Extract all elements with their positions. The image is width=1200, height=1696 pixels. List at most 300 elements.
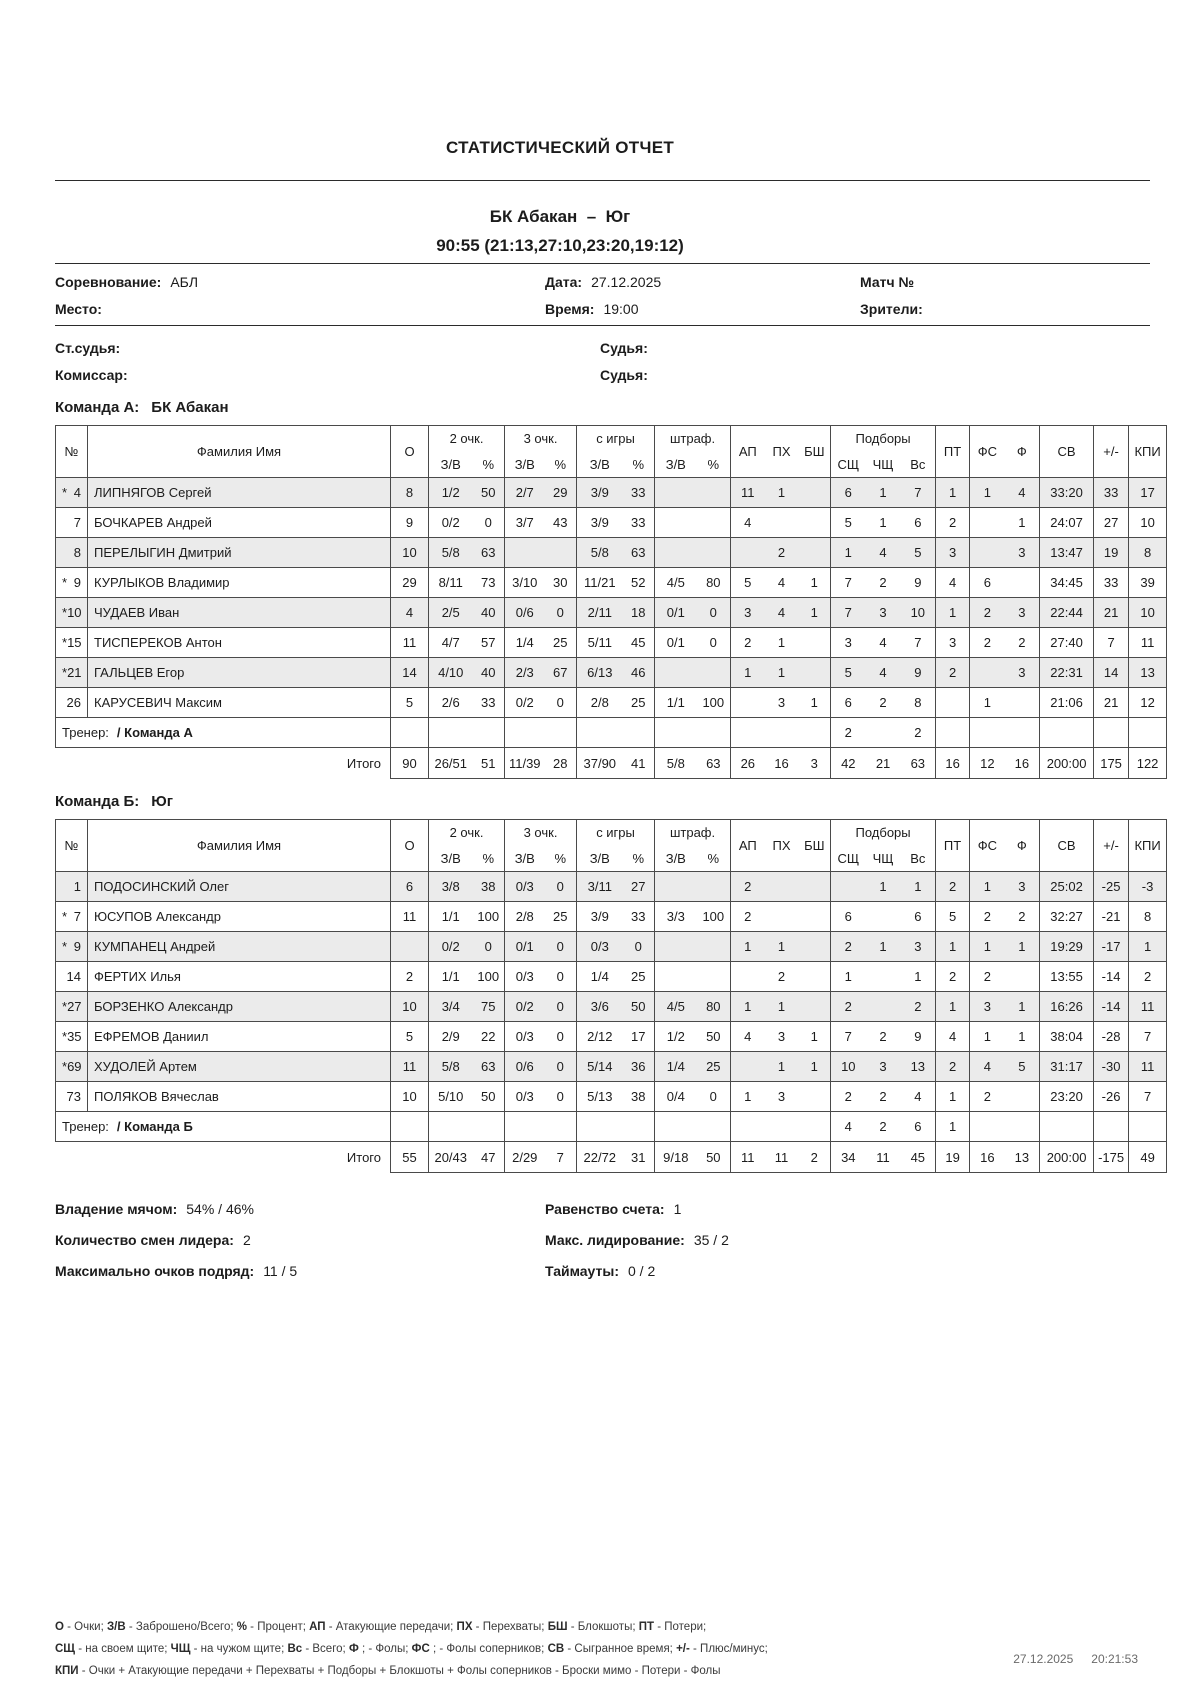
player-number-wrap (58, 1089, 85, 1104)
stat-cell: 1 (799, 1052, 831, 1082)
stat-cell: 25 (545, 628, 577, 658)
stat-cell: 50 (697, 1142, 731, 1173)
stat-cell (1040, 1112, 1094, 1142)
stat-cell: 63 (473, 538, 505, 568)
stat-cell: 21 (1094, 688, 1129, 718)
stat-cell: 11 (1129, 1052, 1167, 1082)
col-number-header: № (56, 820, 88, 872)
spectators-field (860, 301, 1148, 317)
stat-cell: 0 (473, 932, 505, 962)
stat-cell: 16 (970, 1142, 1005, 1173)
subcol-pct-header: % (545, 846, 577, 872)
stat-cell: 2 (901, 718, 936, 748)
stat-cell: 1 (936, 598, 970, 628)
stat-cell: 2/7 (505, 478, 545, 508)
col-ap-header: АП (731, 426, 765, 478)
stat-cell (799, 538, 831, 568)
stat-cell: 21 (1094, 598, 1129, 628)
stat-cell: 24:07 (1040, 508, 1094, 538)
team-b-stats-table (55, 819, 1167, 1173)
stat-cell: 13:55 (1040, 962, 1094, 992)
stat-cell: 1/4 (577, 962, 623, 992)
stat-cell: 1 (1005, 992, 1040, 1022)
stat-cell: 0/1 (655, 628, 697, 658)
player-name-cell: ЮСУПОВ Александр (88, 902, 391, 932)
subcol-pct-header: % (697, 846, 731, 872)
stat-cell: 11 (866, 1142, 901, 1173)
stat-cell: 2 (936, 508, 970, 538)
stat-cell (799, 902, 831, 932)
stat-cell: 1/2 (429, 478, 473, 508)
referee2-field (600, 367, 1148, 383)
stat-cell: 10 (831, 1052, 866, 1082)
date-field (545, 274, 860, 290)
stat-cell: 21:06 (1040, 688, 1094, 718)
date-value: 27.12.2025 (591, 273, 662, 290)
legend-abbr: АП (309, 1621, 326, 1633)
player-name-cell: ПЕРЕЛЫГИН Дмитрий (88, 538, 391, 568)
stat-cell: 52 (623, 568, 655, 598)
stat-cell: 2/29 (505, 1142, 545, 1173)
referee-row (55, 361, 1148, 388)
stat-cell (623, 1112, 655, 1142)
possession-value: 54% / 46% (186, 1200, 254, 1217)
stat-cell (936, 718, 970, 748)
stat-cell (799, 1112, 831, 1142)
legend-text: - Потери; (654, 1621, 707, 1633)
player-number-wrap (58, 575, 85, 590)
stat-cell: -21 (1094, 902, 1129, 932)
stat-cell: 1 (1005, 1022, 1040, 1052)
col-fg-header: с игры (577, 820, 655, 846)
stat-cell: 3/8 (429, 872, 473, 902)
stat-cell: 45 (901, 1142, 936, 1173)
coach-value: / Команда Б (116, 1119, 193, 1134)
referee-row (55, 334, 1148, 361)
stat-cell (731, 1112, 765, 1142)
stat-cell: 22:31 (1040, 658, 1094, 688)
player-number-cell (56, 598, 88, 628)
legend-text: - Блокшоты; (567, 1621, 639, 1633)
stat-cell: 2 (391, 962, 429, 992)
stat-cell: 3/3 (655, 902, 697, 932)
legend-abbr: ПХ (456, 1621, 473, 1633)
player-number-cell (56, 688, 88, 718)
stat-cell: 2 (866, 568, 901, 598)
stat-cell: 2 (1005, 902, 1040, 932)
player-row (56, 658, 1167, 688)
timeouts-value: 0 / 2 (628, 1262, 656, 1279)
stat-cell: 1 (831, 962, 866, 992)
stat-cell: 40 (473, 658, 505, 688)
stat-cell: 3 (1005, 658, 1040, 688)
stat-cell: 11 (391, 902, 429, 932)
stat-cell: 49 (1129, 1142, 1167, 1173)
legend-abbr: КПИ (55, 1665, 79, 1677)
stat-cell: 11 (1129, 628, 1167, 658)
stat-cell: 3 (765, 688, 799, 718)
match-score-line: 90:55 (21:13,27:10,23:20,19:12) (436, 236, 684, 255)
player-number-wrap (58, 909, 85, 924)
stat-cell: 5/8 (655, 748, 697, 779)
stat-cell (1005, 962, 1040, 992)
stat-cell: 0/1 (505, 932, 545, 962)
table-header (56, 426, 1167, 478)
legend-line (55, 1616, 1148, 1638)
stat-cell (1040, 718, 1094, 748)
col-name-header: Фамилия Имя (88, 426, 391, 478)
stat-cell: 0/3 (505, 872, 545, 902)
legend-line (55, 1660, 1148, 1682)
stat-cell: 3/11 (577, 872, 623, 902)
stat-cell: 0 (545, 992, 577, 1022)
stat-cell: 80 (697, 992, 731, 1022)
stat-cell: -25 (1094, 872, 1129, 902)
stat-cell: 1 (765, 1052, 799, 1082)
stat-cell (655, 1112, 697, 1142)
stat-cell (970, 508, 1005, 538)
col-rebounds-header: Подборы (831, 426, 936, 452)
stat-cell: 12 (970, 748, 1005, 779)
player-row (56, 628, 1167, 658)
stat-cell: 2 (1129, 962, 1167, 992)
player-number-wrap (58, 665, 85, 680)
stat-cell: 16 (1005, 748, 1040, 779)
legend-text: ; - Фолы соперников; (429, 1643, 548, 1655)
stat-cell: 3 (901, 932, 936, 962)
stat-cell: 2 (936, 1052, 970, 1082)
stat-cell (765, 902, 799, 932)
stat-cell: 2 (866, 688, 901, 718)
max-lead-field (545, 1232, 1148, 1248)
max-lead-label: Макс. лидирование: (545, 1231, 685, 1248)
stat-cell: 3 (765, 1082, 799, 1112)
stat-cell: 0/6 (505, 1052, 545, 1082)
stat-cell (391, 718, 429, 748)
stat-cell: 30 (545, 568, 577, 598)
stat-cell: 5/8 (429, 1052, 473, 1082)
stat-cell: 2 (799, 1142, 831, 1173)
stat-cell: 1 (936, 1082, 970, 1112)
player-number-wrap (58, 879, 85, 894)
subcol-chq-header: ЧЩ (866, 846, 901, 872)
subcol-sq-header: СЩ (831, 846, 866, 872)
stat-cell (731, 1052, 765, 1082)
stat-cell (655, 718, 697, 748)
stat-cell: 13 (901, 1052, 936, 1082)
player-number: 27 (67, 999, 82, 1014)
stat-cell: 3/9 (577, 508, 623, 538)
stat-cell: 4 (866, 658, 901, 688)
stat-cell: 10 (1129, 508, 1167, 538)
player-name-cell: ХУДОЛЕЙ Артем (88, 1052, 391, 1082)
player-number-cell (56, 1022, 88, 1052)
stat-cell (505, 538, 545, 568)
stat-cell: 1 (866, 508, 901, 538)
stat-cell: 4 (866, 628, 901, 658)
col-3pt-header: 3 очк. (505, 820, 577, 846)
stat-cell: 63 (623, 538, 655, 568)
stat-cell: 2 (831, 1082, 866, 1112)
stat-cell (799, 932, 831, 962)
player-row (56, 1022, 1167, 1052)
stat-cell (697, 478, 731, 508)
stat-cell: 1 (936, 478, 970, 508)
legend-abbr: БШ (547, 1621, 568, 1633)
stat-cell: 67 (545, 658, 577, 688)
lead-changes-label: Количество смен лидера: (55, 1231, 234, 1248)
stat-cell: 8/11 (429, 568, 473, 598)
col-2pt-header: 2 очк. (429, 426, 505, 452)
coach-label: Тренер: (62, 725, 109, 740)
stat-cell: 7 (1129, 1082, 1167, 1112)
stat-cell: 3 (936, 538, 970, 568)
stat-cell: 3/4 (429, 992, 473, 1022)
stat-cell: -17 (1094, 932, 1129, 962)
stat-cell (655, 508, 697, 538)
stat-cell: 1 (799, 598, 831, 628)
stat-cell: 9 (901, 568, 936, 598)
stat-cell (1005, 1082, 1040, 1112)
player-name-cell: ТИСПЕРЕКОВ Антон (88, 628, 391, 658)
stat-cell: 0/4 (655, 1082, 697, 1112)
stat-cell: 42 (831, 748, 866, 779)
summary-row (55, 1193, 1148, 1224)
footer-body (56, 1112, 1167, 1173)
stat-cell: 17 (623, 1022, 655, 1052)
stat-cell: 11 (731, 1142, 765, 1173)
stat-cell: 1 (765, 992, 799, 1022)
stat-cell: 11 (391, 628, 429, 658)
stat-cell: 1 (1005, 508, 1040, 538)
stat-cell: 1 (901, 962, 936, 992)
stat-cell (391, 932, 429, 962)
stat-cell (1094, 1112, 1129, 1142)
stat-cell: 20/43 (429, 1142, 473, 1173)
stat-cell: 37/90 (577, 748, 623, 779)
player-name-cell: ФЕРТИХ Илья (88, 962, 391, 992)
col-bsh-header: БШ (799, 820, 831, 872)
spectators-label: Зрители: (860, 300, 923, 317)
player-name-cell: БОЧКАРЕВ Андрей (88, 508, 391, 538)
stat-cell: 8 (1129, 538, 1167, 568)
footer-timestamp (1013, 1652, 1138, 1666)
col-ft-header: штраф. (655, 426, 731, 452)
player-row (56, 1082, 1167, 1112)
referee2-label: Судья: (600, 366, 648, 383)
match-no-label: Матч № (860, 273, 915, 290)
report-title: СТАТИСТИЧЕСКИЙ ОТЧЕТ (445, 138, 675, 157)
stat-cell: 6 (901, 508, 936, 538)
stat-cell: 16 (765, 748, 799, 779)
stat-cell: 14 (1094, 658, 1129, 688)
player-number-cell (56, 962, 88, 992)
player-number: 9 (73, 939, 81, 954)
stat-cell: 6 (970, 568, 1005, 598)
stat-cell (970, 718, 1005, 748)
player-number: 10 (67, 605, 82, 620)
player-number: 15 (67, 635, 82, 650)
player-number-cell (56, 658, 88, 688)
stat-cell: 1 (731, 658, 765, 688)
stat-cell: 25 (697, 1052, 731, 1082)
stat-cell: 3 (866, 598, 901, 628)
stat-cell: 4 (901, 1082, 936, 1112)
player-row (56, 688, 1167, 718)
stat-cell: 16 (936, 748, 970, 779)
stat-cell: 0/2 (429, 508, 473, 538)
subcol-made-total-header: З/В (577, 846, 623, 872)
player-number-cell (56, 628, 88, 658)
stat-cell: 0/1 (655, 598, 697, 628)
stat-cell (970, 658, 1005, 688)
subcol-made-total-header: З/В (655, 452, 697, 478)
stat-cell: 2 (901, 992, 936, 1022)
totals-label-cell: Итого (56, 748, 391, 779)
stat-cell (429, 1112, 473, 1142)
stat-cell: 7 (1129, 1022, 1167, 1052)
legend-abbr: Вс (287, 1643, 303, 1655)
stat-cell: 90 (391, 748, 429, 779)
stat-cell: 2 (866, 1022, 901, 1052)
stat-cell: 22:44 (1040, 598, 1094, 628)
stat-cell: 4 (731, 1022, 765, 1052)
player-row (56, 872, 1167, 902)
player-row (56, 992, 1167, 1022)
place-field (55, 301, 545, 317)
stat-cell: 0 (697, 598, 731, 628)
stat-cell (697, 508, 731, 538)
stat-cell (473, 718, 505, 748)
possession-field (55, 1201, 545, 1217)
stat-cell: 4 (970, 1052, 1005, 1082)
player-row (56, 902, 1167, 932)
player-number: 26 (66, 695, 81, 710)
stat-cell: 2 (731, 872, 765, 902)
stat-cell: 10 (901, 598, 936, 628)
stat-cell: 3/6 (577, 992, 623, 1022)
stat-cell: 33 (473, 688, 505, 718)
player-number-wrap (58, 969, 85, 984)
stat-cell: 25 (623, 688, 655, 718)
stat-cell: 34 (831, 1142, 866, 1173)
stat-cell: -28 (1094, 1022, 1129, 1052)
stat-cell: 11 (731, 478, 765, 508)
stat-cell: 0 (545, 872, 577, 902)
col-sv-header: СВ (1040, 820, 1094, 872)
team-a-caption (55, 399, 1148, 423)
stat-cell: 1 (799, 568, 831, 598)
stat-cell: 1/1 (655, 688, 697, 718)
stat-cell (697, 872, 731, 902)
summary-row (55, 1255, 1148, 1286)
stat-cell: 2 (831, 718, 866, 748)
stat-cell: 36 (623, 1052, 655, 1082)
team-a-stats-table (55, 425, 1167, 779)
stat-cell (697, 658, 731, 688)
stat-cell: 5 (901, 538, 936, 568)
stat-cell: 100 (473, 902, 505, 932)
time-field (545, 301, 860, 317)
stat-cell: -14 (1094, 962, 1129, 992)
stat-cell: 2 (765, 962, 799, 992)
totals-row (56, 748, 1167, 779)
stat-cell: 25 (623, 962, 655, 992)
divider (55, 180, 1150, 181)
stat-cell: 31:17 (1040, 1052, 1094, 1082)
stat-cell (697, 1112, 731, 1142)
stat-cell (936, 688, 970, 718)
stat-cell: 1 (970, 872, 1005, 902)
stat-cell: 2 (1005, 628, 1040, 658)
stat-cell (429, 718, 473, 748)
stat-cell: 6 (831, 478, 866, 508)
summary-row (55, 1224, 1148, 1255)
player-number-wrap (58, 999, 85, 1014)
legend-text: - Заброшено/Всего; (125, 1621, 237, 1633)
player-number-cell (56, 538, 88, 568)
stat-cell: 33:20 (1040, 478, 1094, 508)
col-sv-header: СВ (1040, 426, 1094, 478)
stat-cell: 7 (545, 1142, 577, 1173)
col-rebounds-header: Подборы (831, 820, 936, 846)
subcol-chq-header: ЧЩ (866, 452, 901, 478)
stat-cell: 5 (831, 508, 866, 538)
player-number: 35 (67, 1029, 82, 1044)
legend-line (55, 1638, 1148, 1660)
stat-cell: 0/2 (505, 688, 545, 718)
stat-cell: 27 (623, 872, 655, 902)
stat-cell: 2 (831, 992, 866, 1022)
stat-cell: 38:04 (1040, 1022, 1094, 1052)
competition-field (55, 274, 545, 290)
stat-cell: 0 (545, 1082, 577, 1112)
subcol-pct-header: % (473, 846, 505, 872)
stat-cell: 11/39 (505, 748, 545, 779)
stat-cell: 1 (936, 1112, 970, 1142)
stat-cell: 3/9 (577, 478, 623, 508)
stat-cell: 2/12 (577, 1022, 623, 1052)
stat-cell: 1 (731, 1082, 765, 1112)
stat-cell (799, 962, 831, 992)
stat-cell: 100 (697, 902, 731, 932)
match-teams-title: БК Абакан – Юг (489, 207, 631, 226)
stat-cell: 40 (473, 598, 505, 628)
stat-cell: 13 (1005, 1142, 1040, 1173)
stat-cell: 2 (970, 1082, 1005, 1112)
stat-cell (577, 1112, 623, 1142)
stat-cell (1005, 568, 1040, 598)
player-row (56, 478, 1167, 508)
stat-cell: 6 (391, 872, 429, 902)
header-row (56, 426, 1167, 452)
stat-cell: 63 (697, 748, 731, 779)
stat-cell: 25:02 (1040, 872, 1094, 902)
stat-cell: 7 (831, 1022, 866, 1052)
player-number-wrap (58, 695, 85, 710)
stat-cell: 4/5 (655, 568, 697, 598)
stat-cell: 33 (623, 902, 655, 932)
stat-cell: 122 (1129, 748, 1167, 779)
player-number-wrap (58, 1059, 85, 1074)
col-fs-header: ФС (970, 426, 1005, 478)
stat-cell: -3 (1129, 872, 1167, 902)
player-name-cell: ЛИПНЯГОВ Сергей (88, 478, 391, 508)
col-kpi-header: КПИ (1129, 820, 1167, 872)
stat-cell: 2 (831, 932, 866, 962)
stat-cell: 0 (545, 598, 577, 628)
stat-cell: 5/8 (429, 538, 473, 568)
